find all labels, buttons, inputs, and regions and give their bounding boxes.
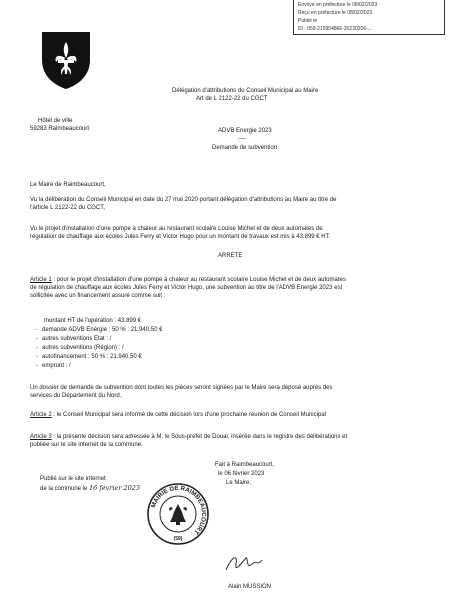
coat-of-arms-icon: [40, 30, 92, 90]
intro-line: Le Maire de Raimbeaucourt,: [30, 182, 106, 188]
city-hall-label: Hôtel de ville: [38, 118, 73, 124]
request-title: Demande de subvention: [212, 145, 278, 151]
article-1-text: : pour le projet d'installation d'une pompe à chaleur au restaurant scolaire Louise Michel et de deux automates: [51, 277, 346, 283]
dossier-line1: Un dossier de demande de subvention dont toutes les pièces seront signées par le Maire sera déposé auprès des: [30, 385, 333, 391]
financing-item: - demande ADVB Energie : 50 % : 21.940,50 €: [36, 327, 163, 333]
article-1-line3: sollicitée avec un financement assuré comme suit :: [30, 293, 166, 299]
prefecture-receipt-box: [293, 0, 445, 35]
publication-line1: Publié sur le site internet: [40, 476, 106, 482]
svg-text:MAIRIE DE RAIMBEAUCOURT: MAIRIE DE RAIMBEAUCOURT: [149, 484, 208, 536]
city-address: 59283 Raimbeaucourt: [30, 126, 90, 132]
dossier-line2: services du Département du Nord.: [30, 393, 122, 399]
financing-item: - autres subventions (Région) : /: [36, 345, 124, 351]
receipt-line: Envoyé en préfecture le 08/02/2023: [298, 2, 378, 8]
receipt-line: Publié le: [298, 18, 318, 24]
financing-item: - autres subventions Etat : /: [36, 336, 112, 342]
article-3-text: : la présente décision sera adressée à M. le Sous-préfet de Douai, insérée dans le registre des délibérations et: [51, 434, 348, 440]
financing-item: - emprunt : /: [36, 363, 71, 369]
article-3-line1: [30, 434, 347, 441]
official-stamp-icon: [146, 482, 210, 546]
article-1-line2: de régulation de chauffage aux écoles Jules Ferry et Victor Hugo, une subvention au titre de l'ADVB Energie 2023 est: [30, 285, 343, 291]
publication-line2: de la commune le 16 février 2023: [40, 484, 141, 492]
program-title: ADVB Energie 2023: [218, 128, 272, 134]
vu-project-line1: Vu le projet d'installation d'une pompe à chaleur au restaurant scolaire Louise Michel et de deux automates de: [30, 226, 323, 232]
separator: ----: [238, 136, 246, 142]
delegation-article: Art de L 2122-22 du CGCT: [196, 96, 268, 102]
article-2-label: Article 2: [30, 412, 52, 418]
article-1-label: Article 1: [30, 277, 52, 283]
vu-deliberation-line1: Vu la délibération du Conseil Municipal en date du 27 mai 2020 portant délégation d'attributions au Maire au titre de: [30, 197, 337, 203]
signature-role: Le Maire,: [226, 480, 252, 486]
handwritten-signature-icon: [222, 548, 266, 578]
arrete-heading: ARRETE: [218, 253, 243, 259]
article-1-line1: [30, 277, 346, 284]
signature-place: Fait à Raimbeaucourt,: [215, 462, 275, 468]
article-3-line2: publiée sur le site internet de la commune.: [30, 442, 143, 448]
article-2-text: : le Conseil Municipal sera informé de cette décision lors d'une prochaine réunion de Conseil Municipal: [51, 412, 326, 418]
financing-item: - autofinancement : 50 % : 21.940,50 €: [36, 354, 142, 360]
mayor-name: Alain MUSSION: [228, 584, 272, 590]
financing-item: montant HT de l'opération : 43.899 €: [44, 318, 142, 324]
receipt-line: ID : 059-215904866-20230206-...: [298, 26, 372, 32]
delegation-title: Délégation d'attributions du Conseil Municipal au Maire: [172, 88, 319, 94]
signature-date: le 06 février 2023: [218, 471, 265, 477]
svg-text:(59): (59): [173, 536, 183, 542]
vu-deliberation-line2: l'article L 2122-22 du CGCT,: [30, 205, 105, 211]
article-3-label: Article 3: [30, 434, 52, 440]
vu-project-line2: régulation de chauffage aux écoles Jules Ferry et Victor Hugo pour un montant de travaux est mis à 43.899 € HT.: [30, 234, 331, 240]
article-2: [30, 412, 326, 419]
publication-date-handwritten: 16 février 2023: [89, 484, 141, 492]
receipt-line: Reçu en préfecture le 08/02/2023: [298, 10, 373, 16]
